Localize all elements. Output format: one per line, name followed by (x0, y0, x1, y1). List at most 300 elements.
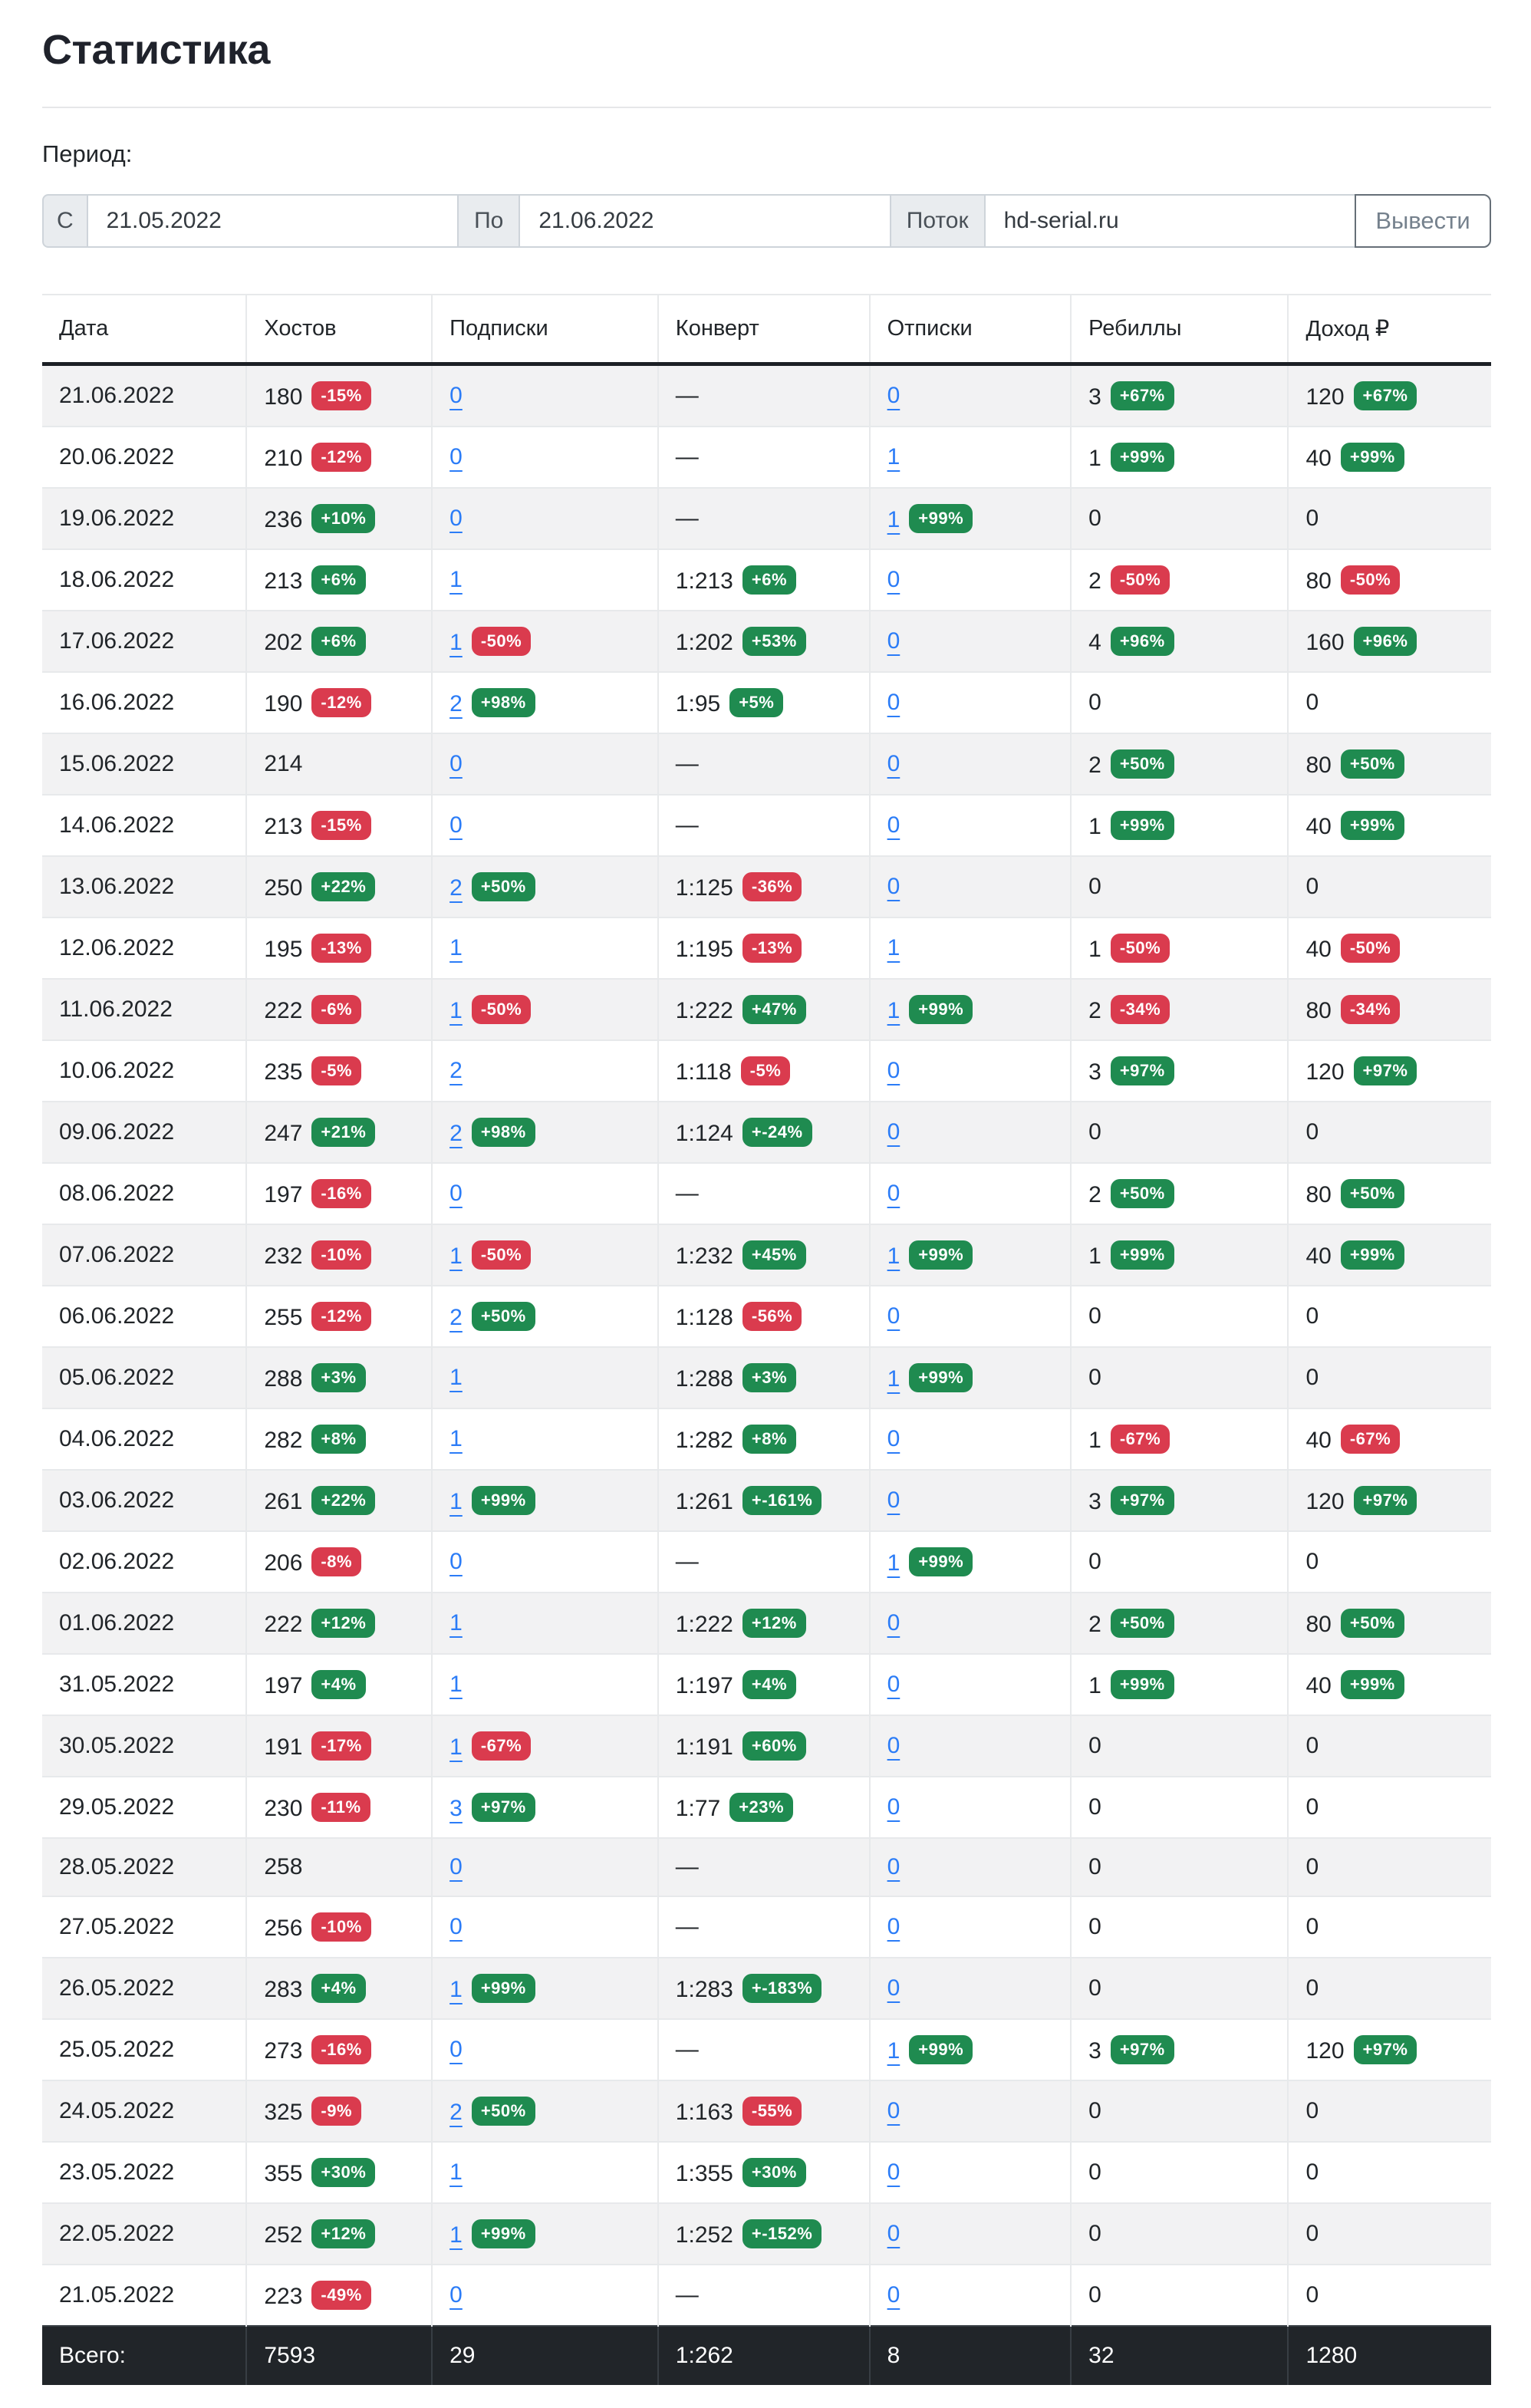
cell-date: 05.06.2022 (42, 1347, 246, 1408)
cell-subs (432, 1593, 658, 1654)
change-badge: +22% (311, 872, 375, 901)
cell-conv (658, 2142, 870, 2203)
cell-date: 23.05.2022 (42, 2142, 246, 2203)
change-badge: +50% (1111, 1609, 1174, 1638)
rebills-value: 3 (1088, 1489, 1101, 1515)
hosts-value: 250 (264, 875, 303, 901)
rebills-value: 2 (1088, 568, 1101, 595)
cell-rebills (1071, 1715, 1288, 1777)
change-badge: -12% (311, 443, 370, 472)
conv-value: 1:355 (675, 2161, 733, 2187)
subs-link[interactable]: 1 (449, 567, 463, 593)
totals-subs: 29 (432, 2326, 658, 2385)
cell-conv (658, 1470, 870, 1531)
table-row (42, 1408, 1491, 1470)
cell-conv (658, 979, 870, 1040)
cell-hosts (246, 364, 432, 427)
col-header-rebills: Ребиллы (1071, 295, 1288, 364)
unsubs-link[interactable]: 0 (887, 1914, 900, 1940)
change-badge: +3% (311, 1363, 365, 1392)
table-row (42, 611, 1491, 672)
cell-subs (432, 856, 658, 917)
subs-link[interactable]: 1 (449, 998, 463, 1024)
cell-hosts (246, 427, 432, 488)
rebills-value: 2 (1088, 998, 1101, 1024)
unsubs-link[interactable]: 0 (887, 1854, 900, 1880)
totals-row (42, 2326, 1491, 2385)
subs-link[interactable]: 1 (449, 1977, 463, 2003)
change-badge: +99% (472, 2219, 535, 2248)
table-row (42, 1224, 1491, 1286)
subs-link[interactable]: 1 (449, 1426, 463, 1452)
cell-rebills (1071, 2265, 1288, 2326)
cell-income (1288, 1470, 1491, 1531)
hosts-value: 288 (264, 1366, 303, 1392)
cell-conv (658, 917, 870, 979)
cell-date: 04.06.2022 (42, 1408, 246, 1470)
cell-rebills (1071, 1593, 1288, 1654)
cell-conv (658, 1163, 870, 1224)
conv-value: 1:128 (675, 1305, 733, 1331)
subs-link[interactable]: 1 (449, 1672, 463, 1698)
income-value: 40 (1305, 446, 1332, 472)
hosts-value: 256 (264, 1916, 303, 1942)
unsubs-link[interactable]: 0 (887, 1303, 900, 1329)
cell-hosts (246, 917, 432, 979)
change-badge: -50% (1111, 565, 1170, 595)
cell-subs (432, 1040, 658, 1102)
cell-subs (432, 733, 658, 795)
subs-link[interactable]: 0 (449, 812, 463, 838)
income-value: 0 (1305, 1975, 1319, 2001)
unsubs-link[interactable]: 0 (887, 812, 900, 838)
change-badge: +99% (909, 504, 973, 533)
rebills-value: 2 (1088, 753, 1101, 779)
rebills-value: 1 (1088, 446, 1101, 472)
unsubs-link[interactable]: 0 (887, 628, 900, 654)
subs-link[interactable]: 0 (449, 1854, 463, 1880)
hosts-value: 282 (264, 1428, 303, 1454)
unsubs-link[interactable]: 0 (887, 874, 900, 900)
rebills-value: 0 (1088, 2221, 1101, 2247)
change-badge: -67% (1111, 1425, 1170, 1454)
cell-subs (432, 1163, 658, 1224)
cell-unsubs (870, 795, 1072, 856)
cell-income (1288, 1531, 1491, 1593)
cell-conv (658, 1896, 870, 1958)
cell-subs (432, 2142, 658, 2203)
table-row (42, 364, 1491, 427)
cell-date: 17.06.2022 (42, 611, 246, 672)
cell-unsubs (870, 549, 1072, 611)
unsubs-link[interactable]: 0 (887, 2282, 900, 2308)
rebills-value: 0 (1088, 506, 1101, 532)
change-badge: +-183% (742, 1974, 821, 2003)
cell-unsubs (870, 2142, 1072, 2203)
change-badge: -55% (742, 2097, 802, 2126)
income-value: 160 (1305, 630, 1345, 656)
income-value: 80 (1305, 1182, 1332, 1208)
change-badge: +21% (311, 1118, 375, 1147)
unsubs-link[interactable]: 0 (887, 1975, 900, 2001)
conv-value: 1:202 (675, 630, 733, 656)
cell-date: 12.06.2022 (42, 917, 246, 979)
cell-income (1288, 1040, 1491, 1102)
cell-conv (658, 1224, 870, 1286)
income-value: 0 (1305, 1549, 1319, 1575)
cell-hosts (246, 1102, 432, 1163)
cell-income (1288, 1715, 1491, 1777)
subs-link[interactable]: 2 (449, 2100, 463, 2126)
rebills-value: 0 (1088, 1119, 1101, 1145)
change-badge: +-152% (742, 2219, 821, 2248)
cell-rebills (1071, 733, 1288, 795)
change-badge: +30% (311, 2158, 375, 2187)
cell-subs (432, 1470, 658, 1531)
cell-unsubs (870, 1777, 1072, 1838)
subs-link[interactable]: 0 (449, 1549, 463, 1575)
table-row (42, 427, 1491, 488)
cell-hosts (246, 611, 432, 672)
change-badge: +30% (742, 2158, 806, 2187)
cell-income (1288, 488, 1491, 549)
change-badge: +12% (311, 1609, 375, 1638)
change-badge: -67% (472, 1731, 531, 1761)
cell-unsubs (870, 917, 1072, 979)
conv-value: 1:213 (675, 568, 733, 595)
change-badge: -50% (1111, 934, 1170, 963)
totals-income: 1280 (1288, 2326, 1491, 2385)
subs-link[interactable]: 1 (449, 2159, 463, 2186)
cell-conv (658, 1777, 870, 1838)
cell-subs (432, 364, 658, 427)
unsubs-link[interactable]: 0 (887, 1181, 900, 1207)
cell-unsubs (870, 733, 1072, 795)
unsubs-link[interactable]: 1 (887, 1366, 900, 1392)
to-date-input[interactable] (519, 194, 891, 248)
unsubs-link[interactable]: 0 (887, 2221, 900, 2247)
change-badge: +97% (1111, 1056, 1174, 1085)
change-badge: +99% (1111, 1670, 1174, 1699)
unsubs-link[interactable]: 1 (887, 1550, 900, 1576)
cell-unsubs (870, 1224, 1072, 1286)
totals-conv: 1:262 (658, 2326, 870, 2385)
change-badge: +4% (311, 1670, 365, 1699)
unsubs-link[interactable]: 1 (887, 2038, 900, 2064)
cell-income (1288, 733, 1491, 795)
cell-date: 27.05.2022 (42, 1896, 246, 1958)
change-badge: +97% (1111, 1486, 1174, 1515)
income-value: 40 (1305, 937, 1332, 963)
cell-unsubs (870, 1040, 1072, 1102)
cell-subs (432, 1347, 658, 1408)
unsubs-link[interactable]: 0 (887, 1426, 900, 1452)
change-badge: -49% (311, 2281, 370, 2310)
unsubs-link[interactable]: 0 (887, 567, 900, 593)
change-badge: -16% (311, 1179, 370, 1208)
hosts-value: 258 (264, 1854, 303, 1880)
income-value: 0 (1305, 1733, 1319, 1759)
unsubs-link[interactable]: 0 (887, 1794, 900, 1820)
change-badge: -34% (1341, 995, 1400, 1024)
change-badge: -17% (311, 1731, 370, 1761)
cell-unsubs (870, 2080, 1072, 2142)
cell-rebills (1071, 1040, 1288, 1102)
rebills-value: 0 (1088, 2282, 1101, 2308)
change-badge: +50% (1341, 1179, 1404, 1208)
cell-conv (658, 364, 870, 427)
unsubs-link[interactable]: 0 (887, 1733, 900, 1759)
cell-conv (658, 795, 870, 856)
cell-hosts (246, 2142, 432, 2203)
unsubs-link[interactable]: 0 (887, 1487, 900, 1514)
cell-conv (658, 1654, 870, 1715)
cell-subs (432, 917, 658, 979)
stats-table-foot (42, 2326, 1491, 2385)
cell-conv (658, 1408, 870, 1470)
change-badge: +50% (472, 1302, 535, 1331)
subs-link[interactable]: 2 (449, 1305, 463, 1331)
unsubs-link[interactable]: 1 (887, 998, 900, 1024)
conv-value: — (675, 2282, 699, 2308)
change-badge: -16% (311, 2035, 370, 2064)
conv-value: 1:95 (675, 691, 721, 717)
cell-unsubs (870, 979, 1072, 1040)
conv-value: 1:191 (675, 1734, 733, 1761)
cell-rebills (1071, 1286, 1288, 1347)
period-filter-group (42, 194, 1491, 248)
change-badge: +97% (1354, 1056, 1417, 1085)
cell-conv (658, 2203, 870, 2265)
cell-date: 06.06.2022 (42, 1286, 246, 1347)
hosts-value: 283 (264, 1977, 303, 2003)
income-value: 80 (1305, 753, 1332, 779)
subs-link[interactable]: 0 (449, 506, 463, 532)
cell-income (1288, 672, 1491, 733)
change-badge: -50% (472, 627, 531, 656)
header-row (42, 295, 1491, 364)
conv-value: 1:252 (675, 2222, 733, 2248)
change-badge: -15% (311, 811, 370, 840)
unsubs-link[interactable]: 0 (887, 1058, 900, 1084)
subs-link[interactable]: 0 (449, 751, 463, 777)
col-header-income: Доход ₽ (1288, 295, 1491, 364)
cell-income (1288, 1408, 1491, 1470)
cell-date: 13.06.2022 (42, 856, 246, 917)
change-badge: +99% (1341, 811, 1404, 840)
income-value: 0 (1305, 1794, 1319, 1820)
cell-unsubs (870, 2203, 1072, 2265)
conv-value: 1:118 (675, 1059, 732, 1085)
unsubs-link[interactable]: 0 (887, 690, 900, 716)
hosts-value: 206 (264, 1550, 303, 1576)
cell-unsubs (870, 672, 1072, 733)
conv-value: 1:195 (675, 937, 733, 963)
cell-subs (432, 672, 658, 733)
unsubs-link[interactable]: 1 (887, 507, 900, 533)
change-badge: -13% (742, 934, 802, 963)
subs-link[interactable]: 1 (449, 1734, 463, 1761)
unsubs-link[interactable]: 0 (887, 2098, 900, 2124)
subs-link[interactable]: 1 (449, 1610, 463, 1636)
cell-rebills (1071, 1958, 1288, 2019)
cell-income (1288, 1163, 1491, 1224)
cell-subs (432, 2203, 658, 2265)
cell-income (1288, 856, 1491, 917)
subs-link[interactable]: 0 (449, 2037, 463, 2063)
cell-income (1288, 1896, 1491, 1958)
subs-link[interactable]: 0 (449, 2282, 463, 2308)
table-row (42, 549, 1491, 611)
change-badge: +99% (909, 1240, 973, 1270)
change-badge: +-161% (742, 1486, 821, 1515)
cell-hosts (246, 1040, 432, 1102)
table-row (42, 1531, 1491, 1593)
change-badge: -15% (311, 381, 370, 410)
cell-rebills (1071, 611, 1288, 672)
cell-conv (658, 856, 870, 917)
header-divider (42, 107, 1491, 108)
rebills-value: 1 (1088, 814, 1101, 840)
unsubs-link[interactable]: 1 (887, 444, 900, 470)
cell-rebills (1071, 1347, 1288, 1408)
page-title: Статистика (42, 27, 270, 73)
cell-date: 31.05.2022 (42, 1654, 246, 1715)
change-badge: -6% (311, 995, 361, 1024)
unsubs-link[interactable]: 0 (887, 2159, 900, 2186)
totals-label: Всего: (42, 2326, 246, 2385)
conv-value: — (675, 1914, 699, 1940)
hosts-value: 214 (264, 751, 303, 777)
rebills-value: 0 (1088, 1549, 1101, 1575)
subs-link[interactable]: 1 (449, 2222, 463, 2248)
cell-rebills (1071, 1470, 1288, 1531)
table-row (42, 1715, 1491, 1777)
cell-unsubs (870, 1958, 1072, 2019)
cell-income (1288, 1347, 1491, 1408)
subs-link[interactable]: 0 (449, 444, 463, 470)
unsubs-link[interactable]: 0 (887, 1672, 900, 1698)
subs-link[interactable]: 2 (449, 1058, 463, 1084)
cell-subs (432, 2265, 658, 2326)
change-badge: -10% (311, 1240, 370, 1270)
change-badge: +99% (909, 1363, 973, 1392)
unsubs-link[interactable]: 0 (887, 383, 900, 409)
subs-link[interactable]: 3 (449, 1796, 463, 1822)
change-badge: -67% (1341, 1425, 1400, 1454)
submit-button[interactable]: Вывести (1355, 194, 1491, 248)
income-value: 0 (1305, 690, 1319, 716)
hosts-value: 235 (264, 1059, 303, 1085)
hosts-value: 190 (264, 691, 303, 717)
table-row (42, 1777, 1491, 1838)
cell-hosts (246, 1715, 432, 1777)
conv-value: — (675, 2037, 699, 2063)
cell-unsubs (870, 1102, 1072, 1163)
income-value: 40 (1305, 1673, 1332, 1699)
subs-link[interactable]: 2 (449, 1121, 463, 1147)
change-badge: +97% (1354, 1486, 1417, 1515)
cell-hosts (246, 1593, 432, 1654)
hosts-value: 230 (264, 1796, 303, 1822)
unsubs-link[interactable]: 0 (887, 1610, 900, 1636)
subs-link[interactable]: 1 (449, 1365, 463, 1391)
cell-conv (658, 2019, 870, 2080)
hosts-value: 236 (264, 507, 303, 533)
stream-input[interactable] (984, 194, 1356, 248)
change-badge: -50% (1341, 934, 1400, 963)
income-value: 0 (1305, 1854, 1319, 1880)
cell-date: 20.06.2022 (42, 427, 246, 488)
hosts-value: 197 (264, 1182, 303, 1208)
income-value: 0 (1305, 506, 1319, 532)
cell-unsubs (870, 488, 1072, 549)
hosts-value: 202 (264, 630, 303, 656)
cell-income (1288, 1777, 1491, 1838)
change-badge: -50% (1341, 565, 1400, 595)
cell-unsubs (870, 1470, 1072, 1531)
cell-conv (658, 1040, 870, 1102)
table-row (42, 2080, 1491, 2142)
subs-link[interactable]: 0 (449, 1914, 463, 1940)
table-row (42, 917, 1491, 979)
subs-link[interactable]: 0 (449, 383, 463, 409)
unsubs-link[interactable]: 0 (887, 751, 900, 777)
change-badge: +67% (1354, 381, 1417, 410)
rebills-value: 0 (1088, 874, 1101, 900)
cell-rebills (1071, 1654, 1288, 1715)
rebills-value: 0 (1088, 1733, 1101, 1759)
unsubs-link[interactable]: 1 (887, 1244, 900, 1270)
totals-rebills: 32 (1071, 2326, 1288, 2385)
change-badge: +10% (311, 504, 375, 533)
subs-link[interactable]: 2 (449, 691, 463, 717)
conv-value: 1:261 (675, 1489, 733, 1515)
cell-rebills (1071, 1838, 1288, 1896)
cell-hosts (246, 2019, 432, 2080)
subs-link[interactable]: 1 (449, 935, 463, 961)
unsubs-link[interactable]: 1 (887, 935, 900, 961)
change-badge: -12% (311, 1302, 370, 1331)
cell-conv (658, 611, 870, 672)
from-date-input[interactable] (87, 194, 459, 248)
cell-conv (658, 1958, 870, 2019)
subs-link[interactable]: 1 (449, 1489, 463, 1515)
subs-link[interactable]: 1 (449, 630, 463, 656)
unsubs-link[interactable]: 0 (887, 1119, 900, 1145)
change-badge: -11% (311, 1793, 370, 1822)
conv-value: 1:197 (675, 1673, 733, 1699)
change-badge: +99% (909, 2035, 973, 2064)
cell-income (1288, 2142, 1491, 2203)
change-badge: -36% (742, 872, 802, 901)
conv-value: — (675, 812, 699, 838)
change-badge: +99% (909, 1547, 973, 1576)
cell-rebills (1071, 2080, 1288, 2142)
cell-rebills (1071, 795, 1288, 856)
subs-link[interactable]: 0 (449, 1181, 463, 1207)
cell-hosts (246, 856, 432, 917)
cell-rebills (1071, 917, 1288, 979)
rebills-value: 0 (1088, 1975, 1101, 2001)
subs-link[interactable]: 2 (449, 875, 463, 901)
conv-value: 1:124 (675, 1121, 733, 1147)
change-badge: +45% (742, 1240, 806, 1270)
subs-link[interactable]: 1 (449, 1244, 463, 1270)
conv-value: 1:283 (675, 1977, 733, 2003)
change-badge: -5% (311, 1056, 361, 1085)
hosts-value: 195 (264, 937, 303, 963)
